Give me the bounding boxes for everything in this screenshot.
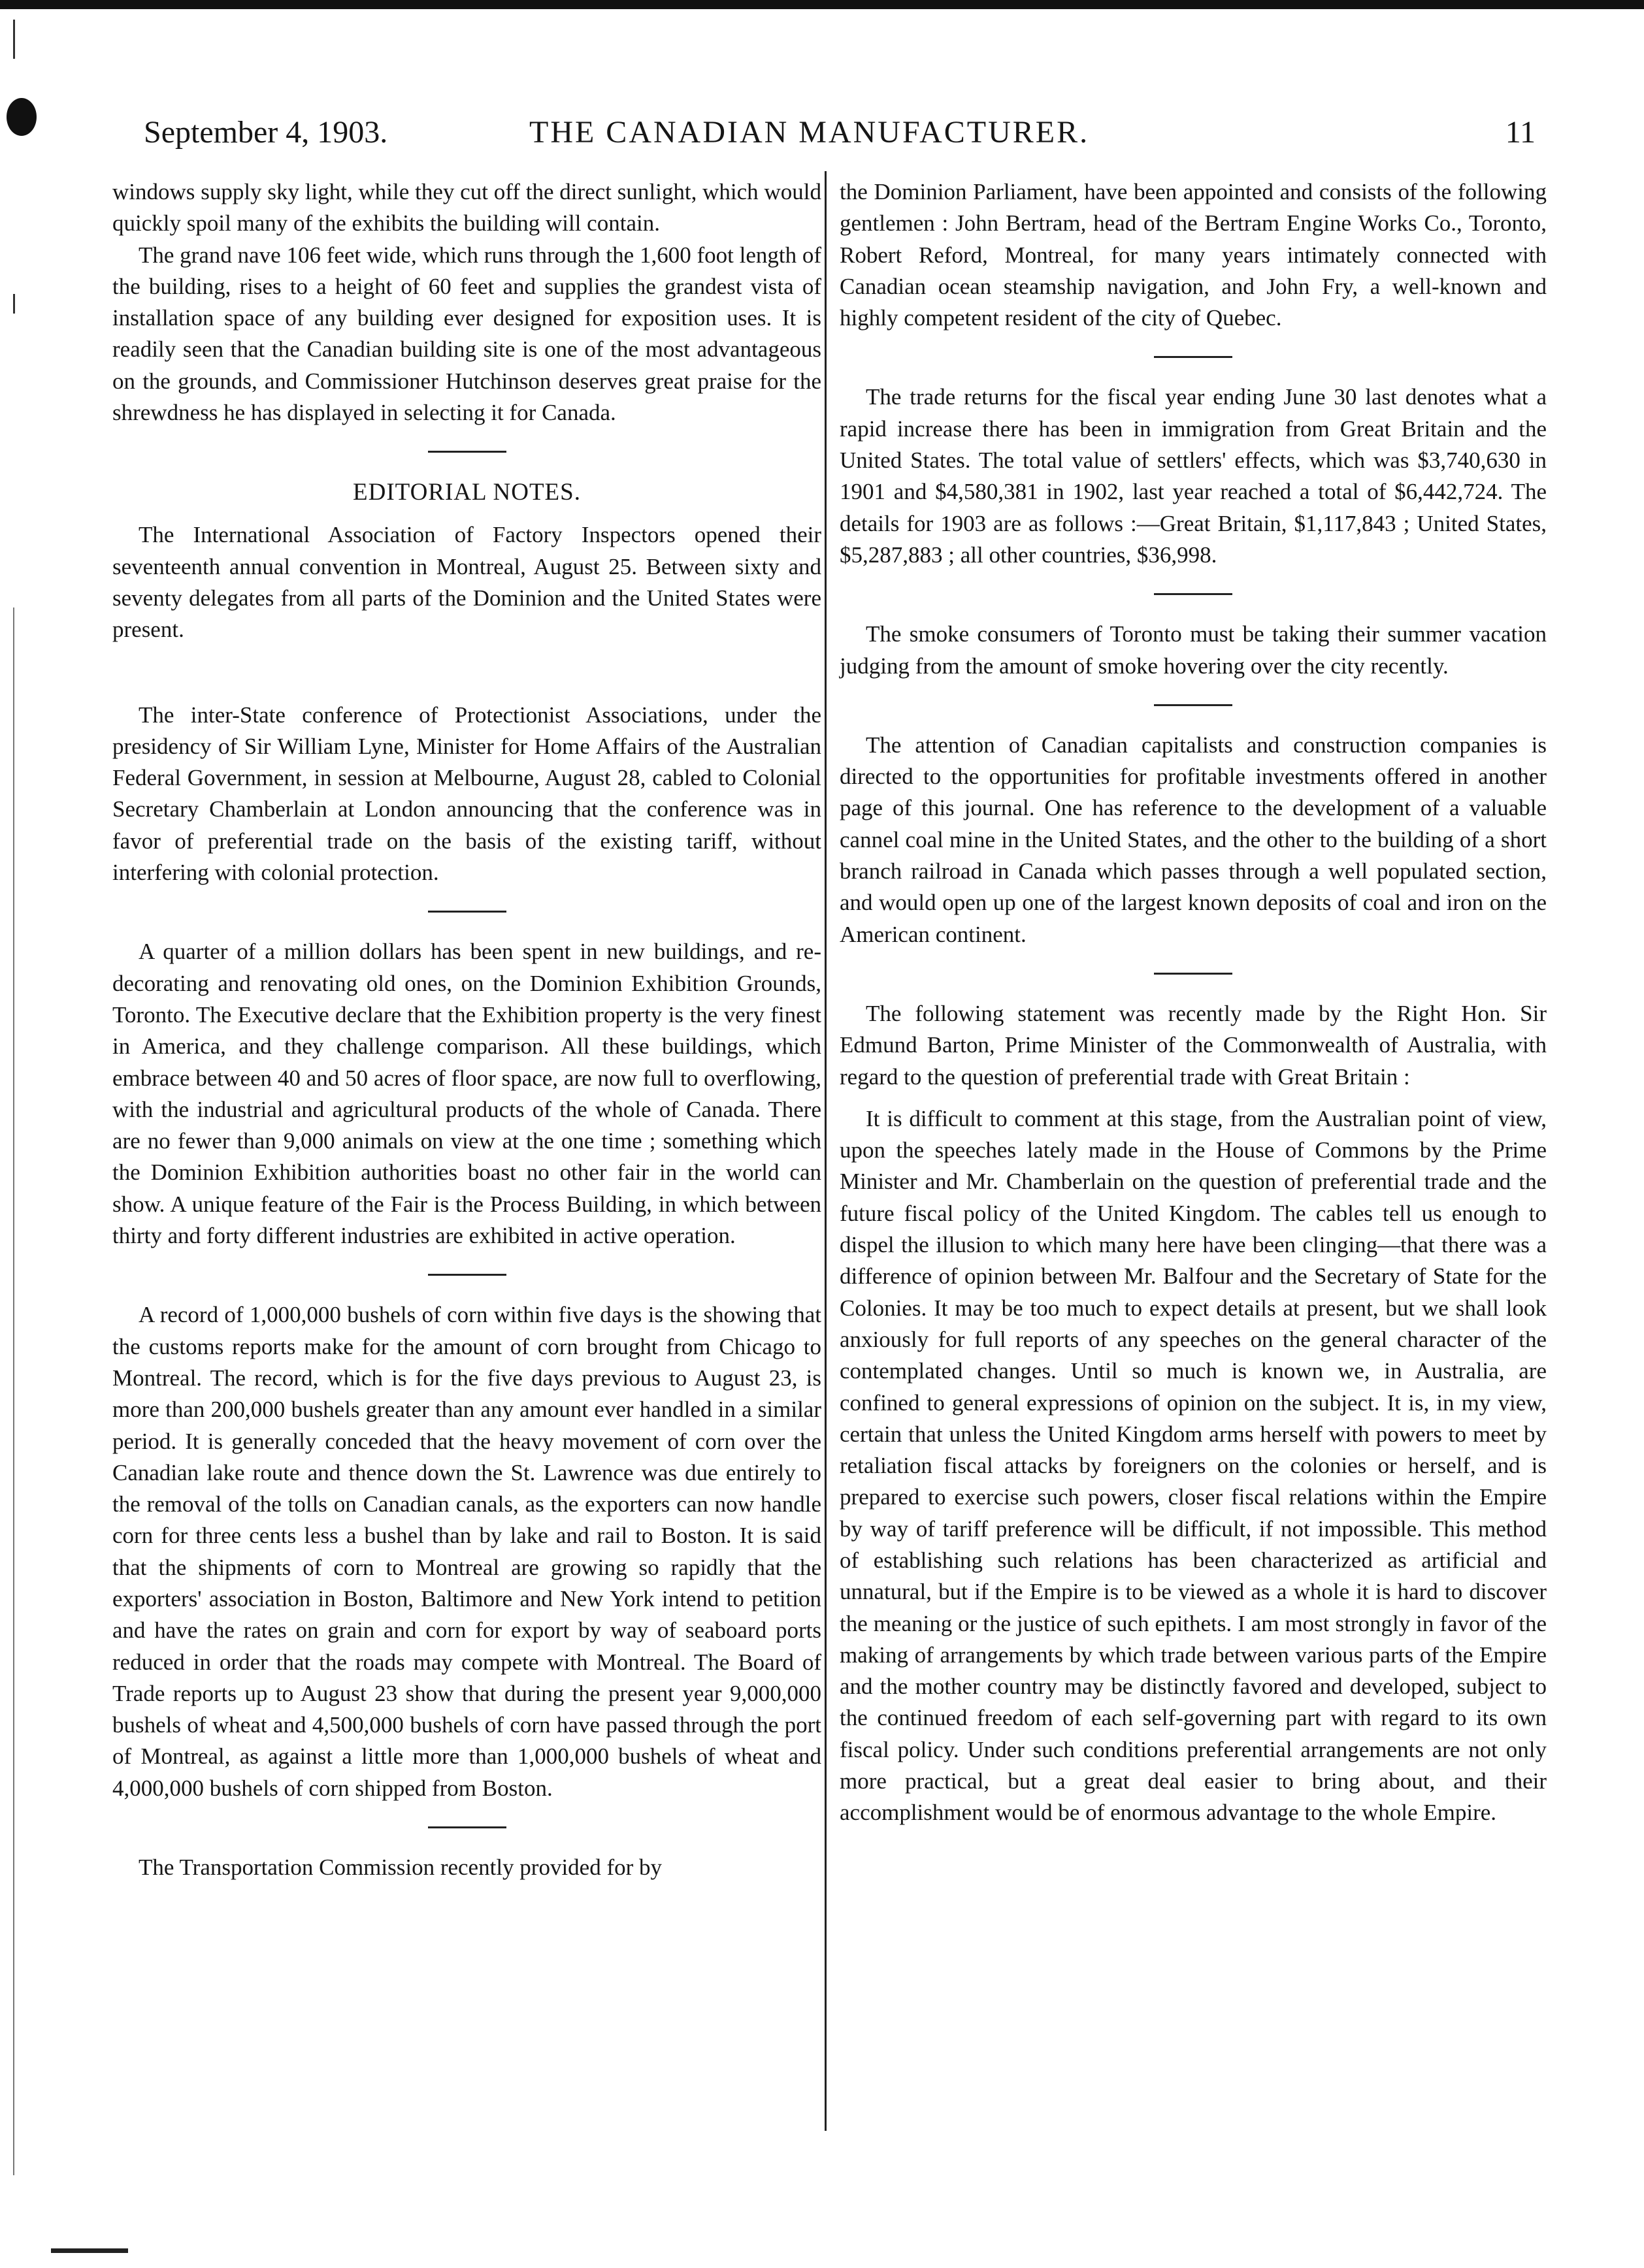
section-separator (1154, 593, 1232, 595)
right-column (840, 176, 1547, 1829)
section-heading: EDITORIAL NOTES. (353, 479, 581, 506)
top-border-rule (0, 0, 1644, 9)
section-separator (428, 451, 506, 453)
page-number: 11 (1505, 115, 1536, 150)
paragraph-transportation-commission: The Transportation Commission recently provided for by (139, 1855, 663, 1881)
paragraph-smoke-consumers: The smoke consumers of Toronto must be taking their summer vacation judging from the amount of smoke hovering over the city recently. (840, 621, 1547, 679)
paragraph-commission-members: the Dominion Parliament, have been appointed and consists of the following gentlemen : John Bertram, head of the Bertram Engine Works Co., Toronto, Robert Reford, Montreal, for many years intimately connected with Canadian ocean steamship navigation, and John Fry, a well-known and highly competent resident of the city of Quebec. (840, 179, 1547, 331)
section-separator (428, 1274, 506, 1276)
paragraph-protectionist-conference: The inter-State conference of Protectionist Associations, under the presidency of Sir William Lyne, Minister for Home Affairs of the Australian Federal Government, in session at Melbourne, August 28, cabled to Colonial Secretary Chamberlain at London announcing that the conference was in favor of preferential trade on the basis of the existing tariff, without interfering with colonial protection. (112, 702, 821, 886)
paragraph-trade-returns: The trade returns for the fiscal year ending June 30 last denotes what a rapid increase there has been in immigration from Great Britain and the United States. The total value of settlers' effects, which was $3,740,630 in 1901 and $4,580,381 in 1902, last year reached a total of $6,442,724. The details for 1903 are as follows :—Great Britain, $1,117,843 ; United States, $5,287,883 ; all other countries, $36,998. (840, 384, 1547, 568)
section-separator (1154, 356, 1232, 358)
left-column (112, 176, 821, 1883)
section-separator (1154, 973, 1232, 975)
paragraph-corn-record: A record of 1,000,000 bushels of corn within five days is the showing that the customs reports make for the amount of corn brought from Chicago to Montreal. The record, which is for the five days previous to August 23, is more than 200,000 bushels greater than any amount ever handled in a similar period. It is generally conceded that the heavy movement of corn over the Canadian lake route and thence down the St. Lawrence was due entirely to the removal of the tolls on Canadian canals, as the exporters can now handle corn for three cents less a bushel than by lake and rail to Boston. It is said that the shipments of corn to Montreal are growing so rapidly that the exporters' association in Boston, Baltimore and New York intend to petition and have the rates on grain and corn for export by way of seaboard ports reduced in order that the roads may compete with Montreal. The Board of Trade reports up to August 23 show that during the present year 9,000,000 bushels of wheat and 4,500,000 bushels of corn have passed through the port of Montreal, as against a little more than 1,000,000 bushels of wheat and 4,000,000 bushels of corn shipped from Boston. (112, 1302, 821, 1801)
paragraph-factory-inspectors: The International Association of Factory Inspectors opened their seventeenth annual convention in Montreal, August 25. Between sixty and seventy delegates from all parts of the Dominion and the United States were present. (112, 522, 821, 643)
section-separator (428, 1826, 506, 1828)
paragraph-barton-statement: The following statement was recently made by the Right Hon. Sir Edmund Barton, Prime Minister of the Commonwealth of Australia, with regard to the question of preferential trade with Great Britain : (840, 1000, 1547, 1090)
bottom-margin-mark (51, 2248, 128, 2253)
section-separator (1154, 704, 1232, 706)
paragraph-grand-nave: The grand nave 106 feet wide, which runs through the 1,600 foot length of the building, rises to a height of 60 feet and supplies the grandest vista of installation space of any building ever designed for exposition uses. It is readily seen that the Canadian building site is one of the most advantageous on the grounds, and Commissioner Hutchinson deserves great praise for the shrewdness he has displayed in selecting it for Canada. (112, 242, 821, 426)
paragraph-barton-quote: It is difficult to comment at this stage, from the Australian point of view, upon the speeches lately made in the House of Commons by the Prime Minister and Mr. Chamberlain on the question of preferential trade and the future fiscal policy of the United Kingdom. The cables tell us enough to dispel the illusion to which many here have been clinging—that there was a difference of opinion between Mr. Balfour and the Secretary of State for the Colonies. It may be too much to expect details at present, but we shall look anxiously for full reports of any speeches on the general character of the contemplated changes. Until so much is known we, in Australia, are confined to general expressions of opinion on the subject. It is, in my view, certain that unless the United Kingdom arms herself with powers to meet by retaliation fiscal attacks by foreigners on the colonies or herself, and is prepared to exercise such powers, closer fiscal relations within the Empire by way of tariff preference will be difficult, if not impossible. This method of establishing such relations has been characterized as artificial and unnatural, but if the Empire is to be viewed as a whole it is hard to discover the meaning or the justice of such epithets. I am most strongly in favor of the making of arrangements by which trade between various parts of the Empire and the mother country may be distinctly favored and developed, subject to the continued freedom of each self-governing part with regard to its own fiscal policy. Under such conditions preferential arrangements are not only more practical, but a great deal easier to bring about, and their accomplishment would be of enormous advantage to the whole Empire. (840, 1105, 1547, 1826)
issue-date: September 4, 1903. (144, 115, 388, 150)
binding-hole-mark (7, 98, 37, 136)
journal-title: THE CANADIAN MANUFACTURER. (529, 115, 1090, 150)
page-header (144, 110, 1536, 155)
left-margin-marks (13, 20, 16, 2228)
column-divider (825, 171, 827, 2131)
paragraph-continued: windows supply sky light, while they cut off the direct sunlight, which would quickly spoil many of the exhibits the building will contain. (112, 179, 821, 236)
paragraph-exhibition-grounds: A quarter of a million dollars has been spent in new buildings, and re-decorating and renovating old ones, on the Dominion Exhibition Grounds, Toronto. The Executive declare that the Exhibition property is the very finest in America, and they challenge comparison. All these buildings, which embrace between 40 and 50 acres of floor space, are now full to overflowing, with the industrial and agricultural products of the whole of Canada. There are no fewer than 9,000 animals on view at the one time ; something which the Dominion Exhibition authorities boast no other fair in the world can show. A unique feature of the Fair is the Process Building, in which between thirty and forty different industries are exhibited in active operation. (112, 939, 821, 1249)
paragraph-capitalists: The attention of Canadian capitalists and construction companies is directed to the opportunities for profitable investments offered in another page of this journal. One has reference to the development of a valuable cannel coal mine in the United States, and the other to the building of a short branch railroad in Canada which passes through a well populated section, and would open up one of the largest known deposits of coal and iron on the American continent. (840, 732, 1547, 947)
section-separator (428, 911, 506, 913)
